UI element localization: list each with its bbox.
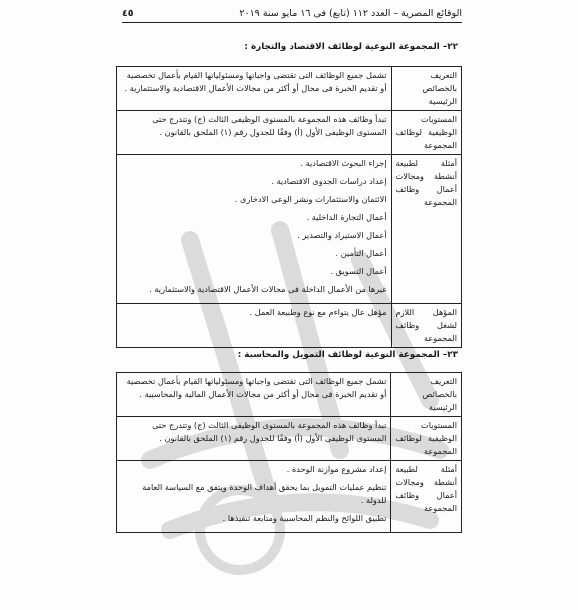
row-item: تشمل جميع الوظائف التى تقتضى واجباتها ومسئولياتها القيام بأعمال تخصصية أو تقديم الخبرة فى مجال أو أكثر من مجالات الأعمال الاقتصادية والاستثمارية . — [124, 70, 387, 93]
row-item: مؤهل عال يتواءم مع نوع وطبيعة العمل . — [249, 307, 387, 317]
row-label: المؤهل اللازم لشغل وظائف المجموعة — [391, 304, 461, 348]
row-item: إجراء البحوث الاقتصادية . — [300, 158, 387, 168]
row-item: الائتمان والاستثمارات ونشر الوعى الادخارى . — [234, 194, 387, 204]
table-row — [117, 111, 462, 155]
table-row — [117, 417, 462, 461]
row-label: المستويات الوظيفية لوظائف المجموعة — [391, 111, 461, 155]
row-item: تبدأ وظائف هذه المجموعة بالمستوى الوظيفى الثالث (ج) وتتدرج حتى المستوى الوظيفى الأول (أ) وفقًا للجدول رقم (١) الملحق بالقانون . — [152, 114, 387, 137]
row-value — [117, 155, 392, 304]
row-value — [117, 304, 392, 348]
row-value — [117, 417, 391, 461]
row-label: أمثلة لطبيعة أنشطة ومجالات أعمال وظائف المجموعة — [391, 461, 462, 533]
table-row — [117, 67, 462, 111]
row-item: أعمال الاستيراد والتصدير . — [297, 230, 387, 240]
row-value — [117, 373, 391, 417]
table-row — [117, 373, 462, 417]
row-value — [117, 461, 391, 533]
row-item: تبدأ وظائف هذه المجموعة بالمستوى الوظيفى الثالث (ج) وتتدرج حتى المستوى الوظيفى الأول (أ) وفقًا للجدول رقم (١) الملحق بالقانون . — [152, 420, 387, 443]
row-item: غيرها من الأعمال الداخلة فى مجالات الأعمال الاقتصادية والاستثمارية . — [149, 284, 387, 294]
row-label: المستويات الوظيفية لوظائف المجموعة — [391, 417, 462, 461]
job-group-table — [116, 372, 462, 533]
row-item: إعداد دراسات الجدوى الاقتصادية . — [271, 176, 387, 186]
header-title: الوقائع المصرية – العدد ١١٢ (تابع) فى ١٦ مايو سنة ٢٠١٩ — [239, 8, 462, 19]
row-item: تنظيم عمليات التمويل بما يحقق أهداف الوحدة ويتفق مع السياسة العامة للدولة . — [142, 482, 387, 505]
section-title: ٢٢– المجموعة النوعية لوظائف الاقتصاد والتجارة : — [244, 42, 458, 52]
page-number: ٤٥ — [122, 8, 134, 19]
page-header — [122, 8, 462, 23]
row-item: تشمل جميع الوظائف التى تقتضى واجباتها ومسئولياتها القيام بأعمال تخصصية أو تقديم الخبرة فى مجال أو أكثر من مجالات الأعمال المالية والمحاسبية . — [126, 376, 387, 399]
row-label: أمثلة لطبيعة أنشطة ومجالات أعمال وظائف المجموعة — [391, 155, 461, 304]
row-item: أعمال التأمين . — [335, 248, 387, 258]
row-item: تطبيق اللوائح والنظم المحاسبية ومتابعة تنفيذها . — [222, 513, 387, 523]
row-item: أعمال التسويق . — [330, 266, 387, 276]
table-row — [117, 155, 462, 304]
table-row — [117, 304, 462, 348]
section-title: ٢٣– المجموعة النوعية لوظائف التمويل والمحاسبة : — [237, 350, 458, 360]
row-value — [117, 111, 392, 155]
row-item: أعمال التجارة الداخلية . — [306, 212, 387, 222]
table-row — [117, 461, 462, 533]
row-label: التعريف بالخصائص الرئيسية — [391, 67, 461, 111]
job-group-table — [116, 66, 462, 348]
row-item: إعداد مشروع موازنة الوحدة . — [286, 464, 387, 474]
row-label: التعريف بالخصائص الرئيسية — [391, 373, 462, 417]
row-value — [117, 67, 392, 111]
